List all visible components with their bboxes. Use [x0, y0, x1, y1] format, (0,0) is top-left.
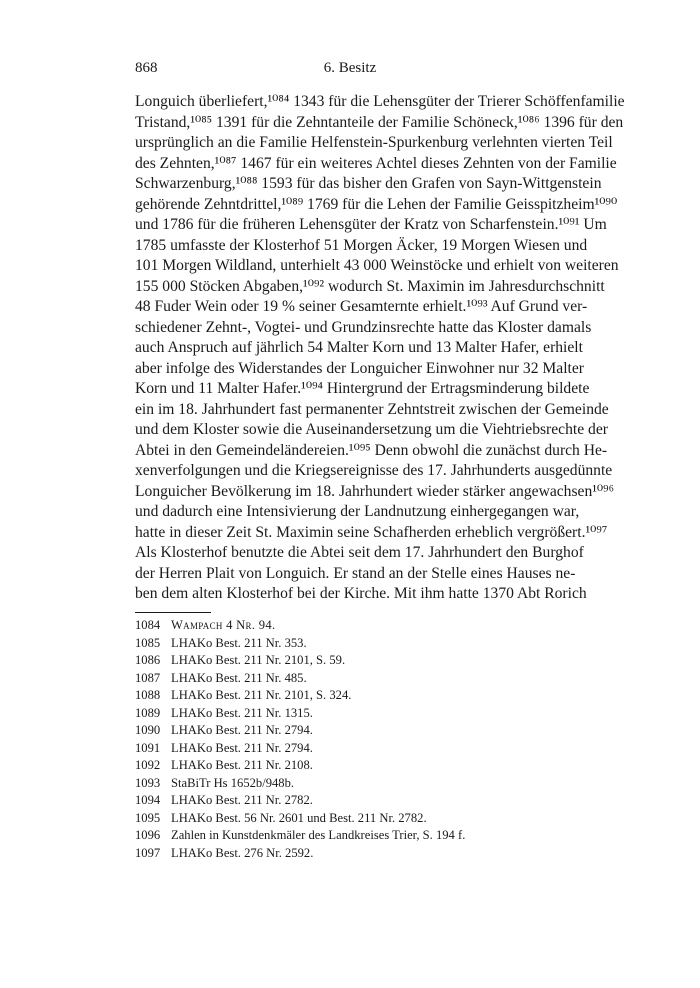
footnote: [135, 845, 565, 863]
footnote-text: LHAKo Best. 211 Nr. 2101, S. 59.: [171, 653, 346, 667]
body-line: und 1786 für die früheren Lehensgüter der Kratz von Scharfenstein.¹⁰⁹¹ Um: [135, 216, 607, 233]
footnote: [135, 705, 565, 723]
body-line: des Zehnten,¹⁰⁸⁷ 1467 für ein weiteres Achtel dieses Zehnten von der Familie: [135, 154, 617, 172]
footnote-number: 1084: [135, 618, 161, 632]
footnote-number: 1094: [135, 793, 161, 807]
footnote-number: 1093: [135, 775, 161, 790]
footnotes: [135, 617, 565, 862]
body-line: 155 000 Stöcken Abgaben,¹⁰⁹² wodurch St. Maximin im Jahresdurchschnitt: [135, 277, 605, 295]
footnote-number: 1087: [135, 670, 161, 685]
page-number: 868: [135, 60, 158, 76]
footnote-text: LHAKo Best. 211 Nr. 2108.: [171, 758, 313, 772]
footnote-text: LHAKo Best. 56 Nr. 2601 und Best. 211 Nr. 2782.: [171, 810, 427, 825]
footnote-number: 1091: [135, 740, 161, 755]
body-line: Longuich überliefert,¹⁰⁸⁴ 1343 für die Lehensgüter der Trierer Schöffenfamilie: [135, 93, 625, 110]
footnote: [135, 617, 565, 635]
footnote-number: 1089: [135, 705, 161, 720]
running-head: 6. Besitz: [323, 60, 377, 76]
footnote: [135, 810, 565, 828]
body-line: Als Klosterhof benutzte die Abtei seit dem 17. Jahrhundert den Burghof: [135, 544, 584, 561]
footnote: [135, 652, 565, 670]
footnote-text: LHAKo Best. 211 Nr. 2794.: [171, 723, 313, 737]
footnote: [135, 740, 565, 758]
footnote: [135, 775, 565, 793]
body-line: und dem Kloster sowie die Auseinandersetzung um die Viehtriebsrechte der: [135, 421, 608, 438]
footnote-number: 1088: [135, 688, 161, 702]
footnote: [135, 757, 565, 775]
footnote-text: StaBiTr Hs 1652b/948b.: [171, 775, 295, 790]
footnote-number: 1090: [135, 723, 161, 737]
footnote-text: Zahlen in Kunstdenkmäler des Landkreises Trier, S. 194 f.: [171, 828, 466, 842]
footnote-text: LHAKo Best. 211 Nr. 2101, S. 324.: [171, 688, 352, 702]
footnote-number: 1096: [135, 828, 161, 842]
body-text: [135, 92, 625, 605]
body-line: ursprünglich an die Familie Helfenstein-Spurkenburg verlehnten vierten Teil: [135, 134, 613, 151]
footnote-text: LHAKo Best. 211 Nr. 2794.: [171, 740, 313, 755]
body-line: xenverfolgungen und die Kriegsereignisse des 17. Jahrhunderts ausgedünnte: [135, 462, 613, 479]
footnote-text: LHAKo Best. 211 Nr. 1315.: [171, 705, 313, 720]
body-line: Abtei in den Gemeindeländereien.¹⁰⁹⁵ Denn obwohl die zunächst durch He-: [135, 441, 608, 459]
footnote: [135, 670, 565, 688]
page-header: [135, 60, 565, 82]
body-line: 101 Morgen Wildland, unterhielt 43 000 Weinstöcke und erhielt von weiteren: [135, 257, 619, 274]
footnote-text: LHAKo Best. 276 Nr. 2592.: [171, 845, 314, 860]
body-line: ein im 18. Jahrhundert fast permanenter Zehntstreit zwischen der Gemeinde: [135, 400, 609, 418]
footnote-text: LHAKo Best. 211 Nr. 485.: [171, 670, 307, 685]
footnote-number: 1092: [135, 758, 161, 772]
footnote: [135, 722, 565, 740]
footnote-separator: [135, 612, 211, 613]
footnote: [135, 792, 565, 810]
footnote-number: 1085: [135, 635, 161, 650]
body-line: gehörende Zehntdrittel,¹⁰⁸⁹ 1769 für die Lehen der Familie Geisspitzheim¹⁰⁹⁰: [135, 195, 618, 213]
footnote: [135, 687, 565, 705]
footnote-text: Wampach 4 Nr. 94.: [171, 618, 276, 632]
body-line: 1785 umfasste der Klosterhof 51 Morgen Äcker, 19 Morgen Wiesen und: [135, 236, 588, 254]
footnote-number: 1086: [135, 653, 161, 667]
footnote-number: 1095: [135, 810, 161, 825]
footnote: [135, 635, 565, 653]
body-line: Longuicher Bevölkerung im 18. Jahrhundert wieder stärker angewachsen¹⁰⁹⁶: [135, 482, 615, 500]
footnote-text: LHAKo Best. 211 Nr. 2782.: [171, 793, 313, 807]
body-line: hatte in dieser Zeit St. Maximin seine Schafherden erheblich vergrößert.¹⁰⁹⁷: [135, 523, 608, 541]
body-line: Korn und 11 Malter Hafer.¹⁰⁹⁴ Hintergrund der Ertragsminderung bildete: [135, 380, 590, 397]
footnote-number: 1097: [135, 845, 161, 860]
body-line: der Herren Plait von Longuich. Er stand an der Stelle eines Hauses ne-: [135, 564, 576, 582]
footnote-text: LHAKo Best. 211 Nr. 353.: [171, 635, 307, 650]
body-line: Schwarzenburg,¹⁰⁸⁸ 1593 für das bisher den Grafen von Sayn-Wittgenstein: [135, 175, 602, 192]
body-line: 48 Fuder Wein oder 19 % seiner Gesamternte erhielt.¹⁰⁹³ Auf Grund ver-: [135, 298, 588, 315]
body-line: Tristand,¹⁰⁸⁵ 1391 für die Zehntanteile der Familie Schöneck,¹⁰⁸⁶ 1396 für den: [135, 113, 624, 131]
body-line: und dadurch eine Intensivierung der Landnutzung einhergegangen war,: [135, 503, 580, 520]
body-line: aber infolge des Widerstandes der Longuicher Einwohner nur 32 Malter: [135, 359, 584, 377]
footnote: [135, 827, 565, 845]
body-line: ben dem alten Klosterhof bei der Kirche. Mit ihm hatte 1370 Abt Rorich: [135, 585, 587, 602]
body-line: auch Anspruch auf jährlich 54 Malter Korn und 13 Malter Hafer, erhielt: [135, 339, 583, 356]
body-line: schiedener Zehnt-, Vogtei- und Grundzinsrechte hatte das Kloster damals: [135, 318, 592, 336]
